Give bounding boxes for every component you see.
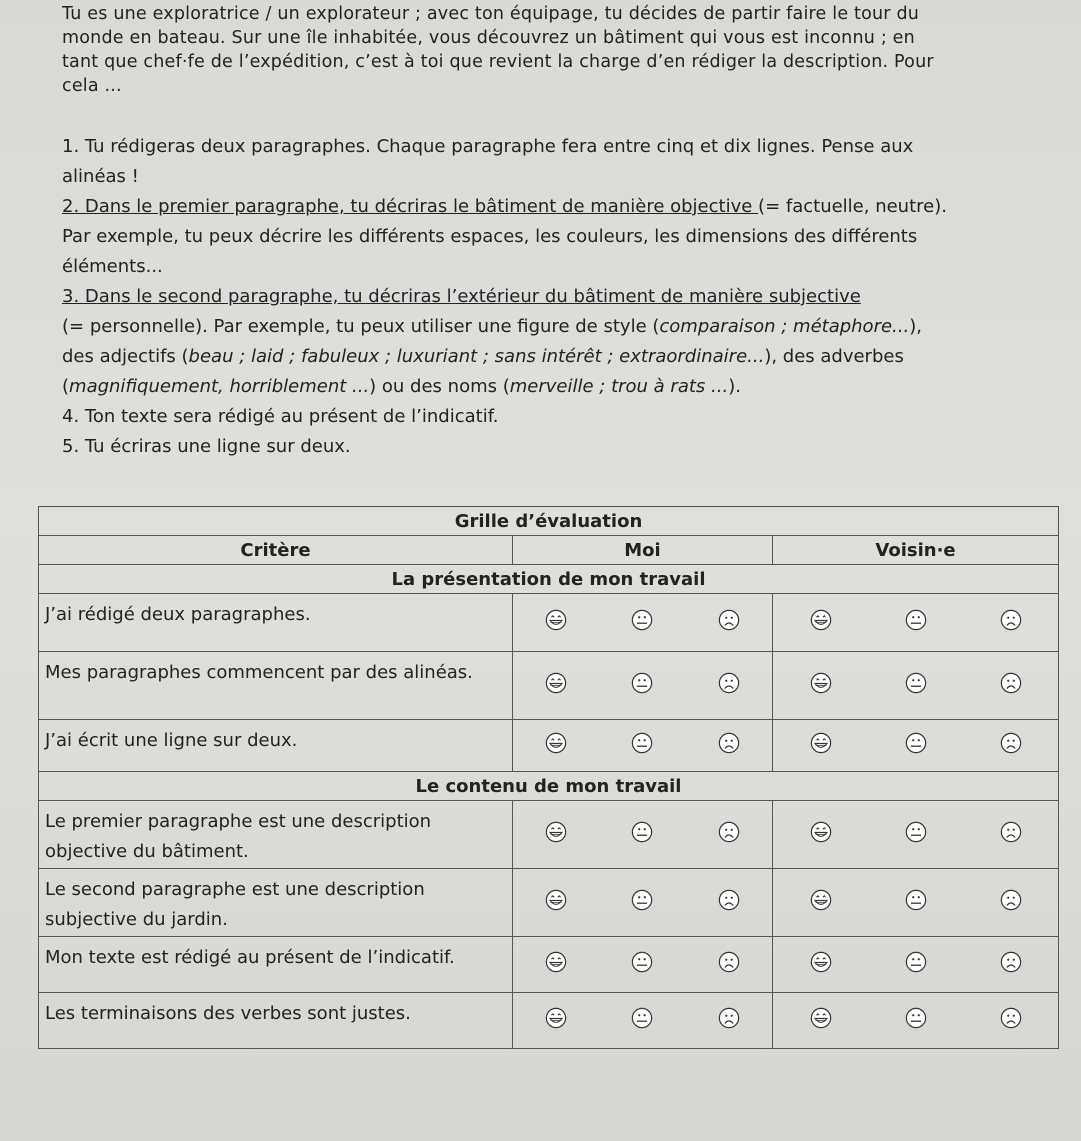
peer-rating-cell: [773, 869, 1059, 937]
instruction-3-italic: comparaison ; métaphore...: [659, 316, 910, 337]
neutral-face-icon[interactable]: [631, 732, 653, 759]
instruction-3-italic: magnifiquement, horriblement ...: [69, 376, 370, 397]
intro-paragraph: [62, 2, 1067, 98]
sad-face-icon[interactable]: [718, 732, 740, 759]
happy-face-icon[interactable]: [545, 609, 567, 636]
instruction-3-text: ),: [909, 316, 922, 337]
instruction-3-text: des adjectifs (: [62, 346, 189, 367]
happy-face-icon[interactable]: [545, 951, 567, 978]
self-rating-cell: [513, 993, 773, 1049]
sad-face-icon[interactable]: [718, 821, 740, 848]
instruction-3: [62, 282, 1072, 312]
happy-face-icon[interactable]: [810, 672, 832, 699]
instruction-4: [62, 402, 1072, 432]
neutral-face-icon[interactable]: [905, 951, 927, 978]
intro-line: tant que chef·fe de l’expédition, c’est à toi que revient la charge d’en rédiger la description. Pour: [62, 52, 934, 72]
neutral-face-icon[interactable]: [905, 1007, 927, 1034]
criteria-row: [39, 937, 1059, 993]
sad-face-icon[interactable]: [718, 672, 740, 699]
neutral-face-icon[interactable]: [631, 821, 653, 848]
criteria-text: Le second paragraphe est une description subjective du jardin.: [39, 869, 513, 937]
peer-rating-cell: [773, 720, 1059, 772]
sad-face-icon[interactable]: [1000, 951, 1022, 978]
happy-face-icon[interactable]: [545, 821, 567, 848]
self-rating-cell: [513, 720, 773, 772]
neutral-face-icon[interactable]: [631, 951, 653, 978]
self-rating-cell: [513, 594, 773, 652]
instruction-3-text: ).: [728, 376, 741, 397]
instruction-2-underlined: 2. Dans le premier paragraphe, tu décriras le bâtiment de manière objective: [62, 196, 759, 217]
neutral-face-icon[interactable]: [631, 609, 653, 636]
instruction-3-text: (= personnelle). Par exemple, tu peux utiliser une figure de style (: [62, 316, 660, 337]
criteria-row: [39, 869, 1059, 937]
section-header-presentation: La présentation de mon travail: [39, 565, 1059, 594]
criteria-text: J’ai rédigé deux paragraphes.: [39, 594, 513, 652]
section-header-contenu: Le contenu de mon travail: [39, 772, 1059, 801]
happy-face-icon[interactable]: [810, 821, 832, 848]
neutral-face-icon[interactable]: [905, 821, 927, 848]
neutral-face-icon[interactable]: [631, 672, 653, 699]
peer-rating-cell: [773, 594, 1059, 652]
criteria-row: [39, 652, 1059, 720]
instruction-3-text: (: [62, 376, 70, 397]
peer-rating-cell: [773, 993, 1059, 1049]
instruction-2: [62, 192, 1072, 222]
intro-line: monde en bateau. Sur une île inhabitée, vous découvrez un bâtiment qui vous est inconnu ; en: [62, 28, 915, 48]
happy-face-icon[interactable]: [810, 1007, 832, 1034]
sad-face-icon[interactable]: [718, 889, 740, 916]
happy-face-icon[interactable]: [545, 732, 567, 759]
grid-title: Grille d’évaluation: [39, 507, 1059, 536]
sad-face-icon[interactable]: [1000, 609, 1022, 636]
column-header-moi: Moi: [513, 536, 773, 565]
instruction-3-underlined: 3. Dans le second paragraphe, tu décriras l’extérieur du bâtiment de manière subjective: [62, 286, 861, 307]
happy-face-icon[interactable]: [545, 672, 567, 699]
instruction-3-italic: merveille ; trou à rats ...: [509, 376, 729, 397]
instruction-1-text: 1. Tu rédigeras deux paragraphes. Chaque paragraphe fera entre cinq et dix lignes. Pense aux: [62, 136, 914, 157]
peer-rating-cell: [773, 801, 1059, 869]
instruction-4-text: 4. Ton texte sera rédigé au présent de l’indicatif.: [62, 406, 499, 427]
neutral-face-icon[interactable]: [905, 889, 927, 916]
intro-line: Tu es une exploratrice / un explorateur ; avec ton équipage, tu décides de partir faire le tour du: [62, 4, 920, 24]
peer-rating-cell: [773, 652, 1059, 720]
instruction-5-text: 5. Tu écriras une ligne sur deux.: [62, 436, 351, 457]
instruction-3-italic: beau ; laid ; fabuleux ; luxuriant ; sans intérêt ; extraordinaire...: [188, 346, 765, 367]
happy-face-icon[interactable]: [810, 889, 832, 916]
self-rating-cell: [513, 801, 773, 869]
criteria-text: Les terminaisons des verbes sont justes.: [39, 993, 513, 1049]
happy-face-icon[interactable]: [810, 951, 832, 978]
peer-rating-cell: [773, 937, 1059, 993]
column-header-critere: Critère: [39, 536, 513, 565]
sad-face-icon[interactable]: [1000, 889, 1022, 916]
happy-face-icon[interactable]: [810, 609, 832, 636]
sad-face-icon[interactable]: [718, 951, 740, 978]
instruction-2-rest: (= factuelle, neutre).: [758, 196, 947, 217]
criteria-text: J’ai écrit une ligne sur deux.: [39, 720, 513, 772]
instruction-5: [62, 432, 1072, 462]
instruction-3-text: ), des adverbes: [764, 346, 904, 367]
self-rating-cell: [513, 937, 773, 993]
instruction-2-end: éléments...: [62, 256, 163, 277]
criteria-text: Mes paragraphes commencent par des alinéas.: [39, 652, 513, 720]
neutral-face-icon[interactable]: [631, 889, 653, 916]
column-header-voisin: Voisin·e: [773, 536, 1059, 565]
neutral-face-icon[interactable]: [905, 609, 927, 636]
intro-line: cela ...: [62, 76, 122, 96]
neutral-face-icon[interactable]: [905, 732, 927, 759]
self-rating-cell: [513, 652, 773, 720]
instruction-2-cont: Par exemple, tu peux décrire les différents espaces, les couleurs, les dimensions des différents: [62, 226, 918, 247]
criteria-row: [39, 801, 1059, 869]
sad-face-icon[interactable]: [1000, 672, 1022, 699]
sad-face-icon[interactable]: [718, 609, 740, 636]
neutral-face-icon[interactable]: [905, 672, 927, 699]
instruction-3-text: ) ou des noms (: [369, 376, 510, 397]
instructions-list: [62, 132, 1072, 462]
happy-face-icon[interactable]: [545, 1007, 567, 1034]
instruction-1-cont: alinéas !: [62, 166, 139, 187]
criteria-row: [39, 720, 1059, 772]
happy-face-icon[interactable]: [545, 889, 567, 916]
sad-face-icon[interactable]: [1000, 821, 1022, 848]
self-rating-cell: [513, 869, 773, 937]
neutral-face-icon[interactable]: [631, 1007, 653, 1034]
sad-face-icon[interactable]: [718, 1007, 740, 1034]
criteria-row: [39, 993, 1059, 1049]
criteria-text: Mon texte est rédigé au présent de l’indicatif.: [39, 937, 513, 993]
evaluation-grid: [38, 506, 1059, 1049]
instruction-1: [62, 132, 1072, 162]
happy-face-icon[interactable]: [810, 732, 832, 759]
sad-face-icon[interactable]: [1000, 732, 1022, 759]
sad-face-icon[interactable]: [1000, 1007, 1022, 1034]
criteria-row: [39, 594, 1059, 652]
criteria-text: Le premier paragraphe est une description objective du bâtiment.: [39, 801, 513, 869]
